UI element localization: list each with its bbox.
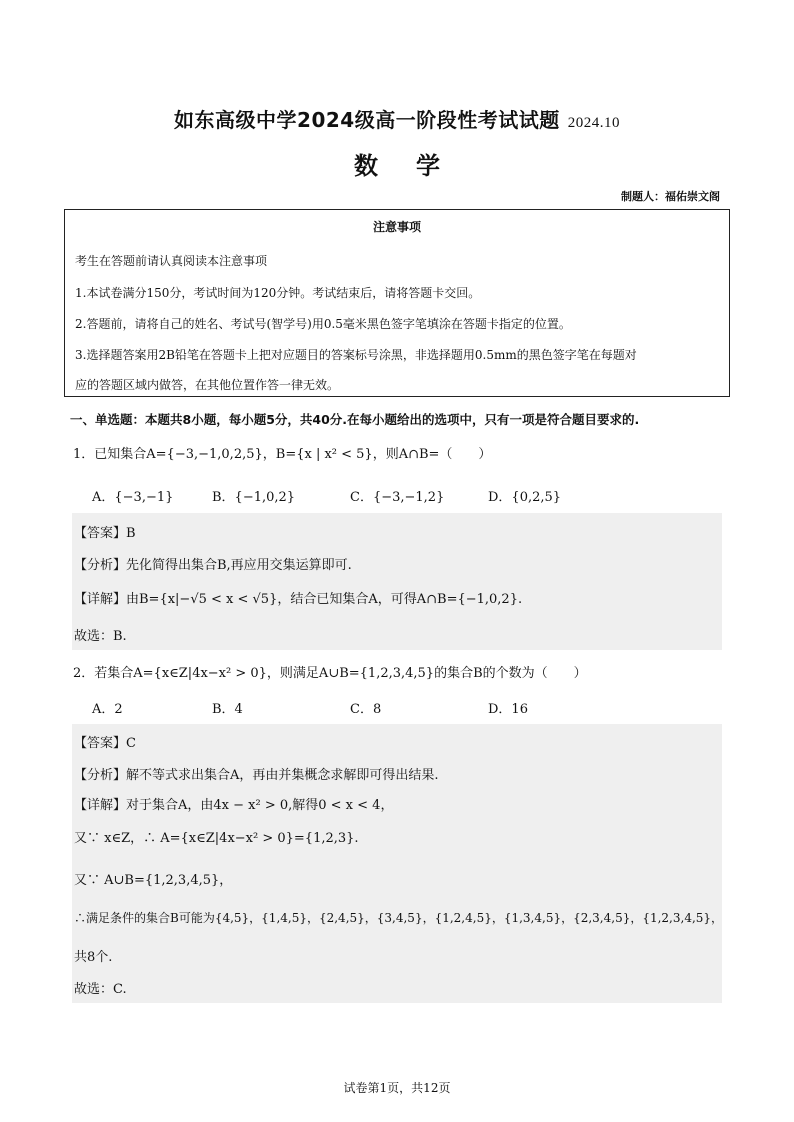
q2-answer-block xyxy=(72,724,722,1003)
exam-date: 2024.10 xyxy=(567,115,620,131)
q1-detail: 【详解】由B={x|−√5 < x < √5}，结合已知集合A，可得A∩B={−1,0,2}. xyxy=(74,592,523,607)
notice-box xyxy=(64,209,730,397)
question-2-stem: 2．若集合A={x∈Z|4x−x² > 0}，则满足A∪B={1,2,3,4,5}的集合B的个数为（ ） xyxy=(73,666,587,681)
q1-conclusion: 故选：B. xyxy=(74,629,127,644)
exam-title-text: 如东高级中学2024级高一阶段性考试试题 xyxy=(174,108,560,132)
q1-answer-block xyxy=(72,513,722,650)
notice-line: 考生在答题前请认真阅读本注意事项 xyxy=(75,254,268,268)
q1-analysis: 【分析】先化简得出集合B,再应用交集运算即可. xyxy=(74,558,352,573)
q2-detail-1: 【详解】对于集合A，由4x − x² > 0,解得0 < x < 4， xyxy=(74,798,394,813)
page-footer: 试卷第1页，共12页 xyxy=(343,1081,451,1095)
author-line: 制题人：福佑崇文阁 xyxy=(621,190,720,203)
q2-detail-4: ∴满足条件的集合B可能为{4,5}，{1,4,5}，{2,4,5}，{3,4,5}，{1,2,4,5}，{1,3,4,5}，{2,3,4,5}，{1,2,3,4,5}， xyxy=(74,911,724,925)
q1-option-a: A．{−3,−1} xyxy=(92,490,174,505)
q1-option-b: B．{−1,0,2} xyxy=(212,490,296,505)
q2-analysis: 【分析】解不等式求出集合A，再由并集概念求解即可得出结果. xyxy=(74,768,439,783)
question-1-stem: 1．已知集合A={−3,−1,0,2,5}，B={x | x² < 5}，则A∩B=（ ） xyxy=(73,447,492,462)
q2-option-a: A．2 xyxy=(92,702,123,717)
exam-title xyxy=(0,104,794,133)
q2-option-c: C．8 xyxy=(350,702,382,717)
q1-option-c: C．{−3,−1,2} xyxy=(350,490,445,505)
q2-option-d: D．16 xyxy=(488,702,528,717)
section-heading: 一、单选题：本题共8小题，每小题5分，共40分.在每小题给出的选项中，只有一项是符合题目要求的. xyxy=(70,412,640,427)
notice-line: 应的答题区域内做答，在其他位置作答一律无效。 xyxy=(75,378,340,392)
notice-line: 3.选择题答案用2B铅笔在答题卡上把对应题目的答案标号涂黑，非选择题用0.5mm的黑色签字笔在每题对 xyxy=(75,348,637,362)
q1-option-d: D．{0,2,5} xyxy=(488,490,562,505)
notice-line: 2.答题前，请将自己的姓名、考试号(智学号)用0.5毫米黑色签字笔填涂在答题卡指定的位置。 xyxy=(75,317,571,331)
q2-conclusion: 故选：C. xyxy=(74,982,127,997)
q1-answer: 【答案】B xyxy=(74,526,136,541)
notice-heading: 注意事项 xyxy=(372,220,421,234)
q2-answer: 【答案】C xyxy=(74,736,136,751)
q2-detail-3: 又∵ A∪B={1,2,3,4,5}， xyxy=(74,873,233,888)
q2-detail-2: 又∵ x∈Z，∴ A={x∈Z|4x−x² > 0}={1,2,3}. xyxy=(74,831,359,846)
notice-line: 1.本试卷满分150分，考试时间为120分钟。考试结束后，请将答题卡交回。 xyxy=(75,286,481,300)
subject-title: 数学 xyxy=(354,152,478,180)
q2-detail-5: 共8个. xyxy=(74,950,113,965)
q2-option-b: B．4 xyxy=(212,702,243,717)
